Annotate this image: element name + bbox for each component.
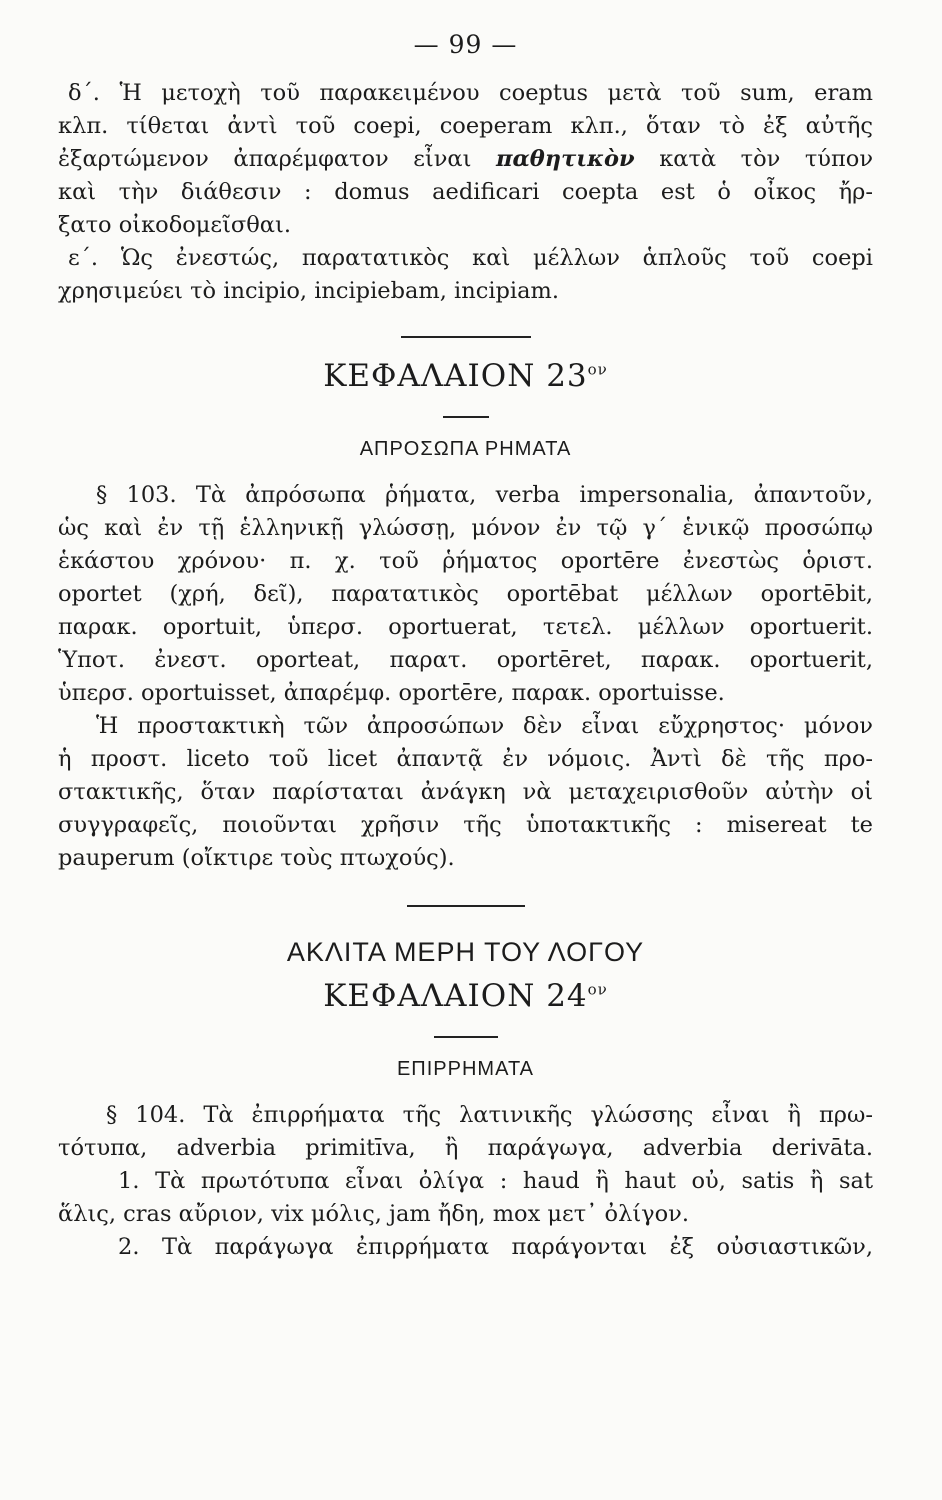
text-line bbox=[58, 143, 873, 176]
text-line: § 103. Τὰ ἀπρόσωπα ῥήματα, verba impersonalia, ἀπαντοῦν, bbox=[96, 482, 873, 508]
text-line: τότυπα, adverbia primitīva, ἢ παράγωγα, adverbia derivāta. bbox=[58, 1135, 873, 1161]
text-line: συγγραφεῖς, ποιοῦνται χρῆσιν τῆς ὑποτακτικῆς : misereat te bbox=[58, 812, 873, 838]
part-heading: ΑΚΛΙΤΑ ΜΕΡΗ ΤΟΥ ΛΟΓΟΥ bbox=[286, 937, 645, 967]
text-line: χρησιμεύει τὸ incipio, incipiebam, incipiam. bbox=[58, 278, 560, 304]
text-line: pauperum (οἴκτιρε τοὺς πτωχούς). bbox=[58, 845, 455, 871]
chapter-24-title bbox=[58, 978, 873, 1014]
chapter-title-text: ΚΕΦΑΛΑΙΟΝ 23 bbox=[323, 358, 588, 394]
text-line: oportet (χρή, δεῖ), παρατατικὸς oportēbat μέλλων oportēbit, bbox=[58, 581, 873, 607]
chapter-ordinal: ον bbox=[587, 980, 608, 999]
text-line: ὑπερσ. oportuisset, ἀπαρέμφ. oportēre, παρακ. oportuisse. bbox=[58, 680, 725, 706]
chapter-ordinal: ον bbox=[587, 360, 608, 379]
text-line: § 104. Τὰ ἐπιρρήματα τῆς λατινικῆς γλώσσης εἶναι ἢ πρω- bbox=[106, 1102, 873, 1128]
divider-rule bbox=[443, 416, 489, 418]
divider-rule bbox=[434, 1036, 498, 1038]
divider-rule bbox=[407, 905, 525, 907]
text-line: ἅλις, cras αὔριον, vix μόλις, jam ἤδη, mox μετ᾽ ὀλίγον. bbox=[58, 1201, 689, 1227]
text-line: Ὑποτ. ἐνεστ. oporteat, παρατ. oportēret, παρακ. oportuerit, bbox=[58, 647, 873, 673]
text-fragment: ἐξαρτώμενον ἀπαρέμφατον εἶναι bbox=[58, 146, 472, 172]
book-page bbox=[58, 30, 873, 1264]
page-number: — 99 — bbox=[413, 30, 518, 59]
chapter-24-subtitle: ΕΠΙΡΡΗΜΑΤΑ bbox=[396, 1058, 535, 1080]
text-line: ἑκάστου χρόνου· π. χ. τοῦ ῥήματος oportēre ἐνεστὼς ὁριστ. bbox=[58, 548, 873, 574]
text-line: ξατο οἰκοδομεῖσθαι. bbox=[58, 212, 291, 238]
divider-rule bbox=[401, 336, 531, 338]
text-line: κλπ. τίθεται ἀντὶ τοῦ coepi, coeperam κλπ., ὅταν τὸ ἐξ αὐτῆς bbox=[58, 113, 873, 139]
text-line: καὶ τὴν διάθεσιν : domus aedificari coepta est ὁ οἶκος ἤρ- bbox=[58, 179, 873, 205]
section-104 bbox=[58, 1099, 873, 1264]
section-103 bbox=[58, 479, 873, 875]
text-line: 1. Τὰ πρωτότυπα εἶναι ὀλίγα : haud ἢ haut οὐ, satis ἢ sat bbox=[118, 1168, 873, 1194]
text-line: 2. Τὰ παράγωγα ἐπιρρήματα παράγονται ἐξ οὐσιαστικῶν, bbox=[118, 1234, 873, 1260]
text-fragment: κατὰ τὸν τύπον bbox=[659, 146, 873, 172]
chapter-title-text: ΚΕΦΑΛΑΙΟΝ 24 bbox=[323, 978, 588, 1014]
text-line: Ἡ προστακτικὴ τῶν ἀπροσώπων δὲν εἶναι εὔχρηστος· μόνον bbox=[96, 713, 873, 739]
text-line: στακτικῆς, ὅταν παρίσταται ἀνάγκη νὰ μεταχειρισθοῦν αὐτὴν οἱ bbox=[58, 779, 873, 805]
text-line: δ΄. Ἡ μετοχὴ τοῦ παρακειμένου coeptus μετὰ τοῦ sum, eram bbox=[68, 80, 873, 106]
chapter-23-subtitle: ΑΠΡΟΣΩΠΑ ΡΗΜΑΤΑ bbox=[359, 438, 572, 460]
text-line: ἡ προστ. liceto τοῦ licet ἀπαντᾷ ἐν νόμοις. Ἀντὶ δὲ τῆς προ- bbox=[58, 746, 873, 772]
chapter-23-title bbox=[58, 358, 873, 394]
section-coeptus bbox=[58, 77, 873, 308]
emphasis-passive: παθητικὸν bbox=[495, 146, 635, 172]
text-line: ε΄. Ὡς ἐνεστώς, παρατατικὸς καὶ μέλλων ἁπλοῦς τοῦ coepi bbox=[68, 245, 873, 271]
text-line: παρακ. oportuit, ὑπερσ. oportuerat, τετελ. μέλλων oportuerit. bbox=[58, 614, 873, 640]
text-line: ὡς καὶ ἐν τῇ ἑλληνικῇ γλώσσῃ, μόνον ἐν τῷ γ΄ ἑνικῷ προσώπῳ bbox=[58, 515, 873, 541]
